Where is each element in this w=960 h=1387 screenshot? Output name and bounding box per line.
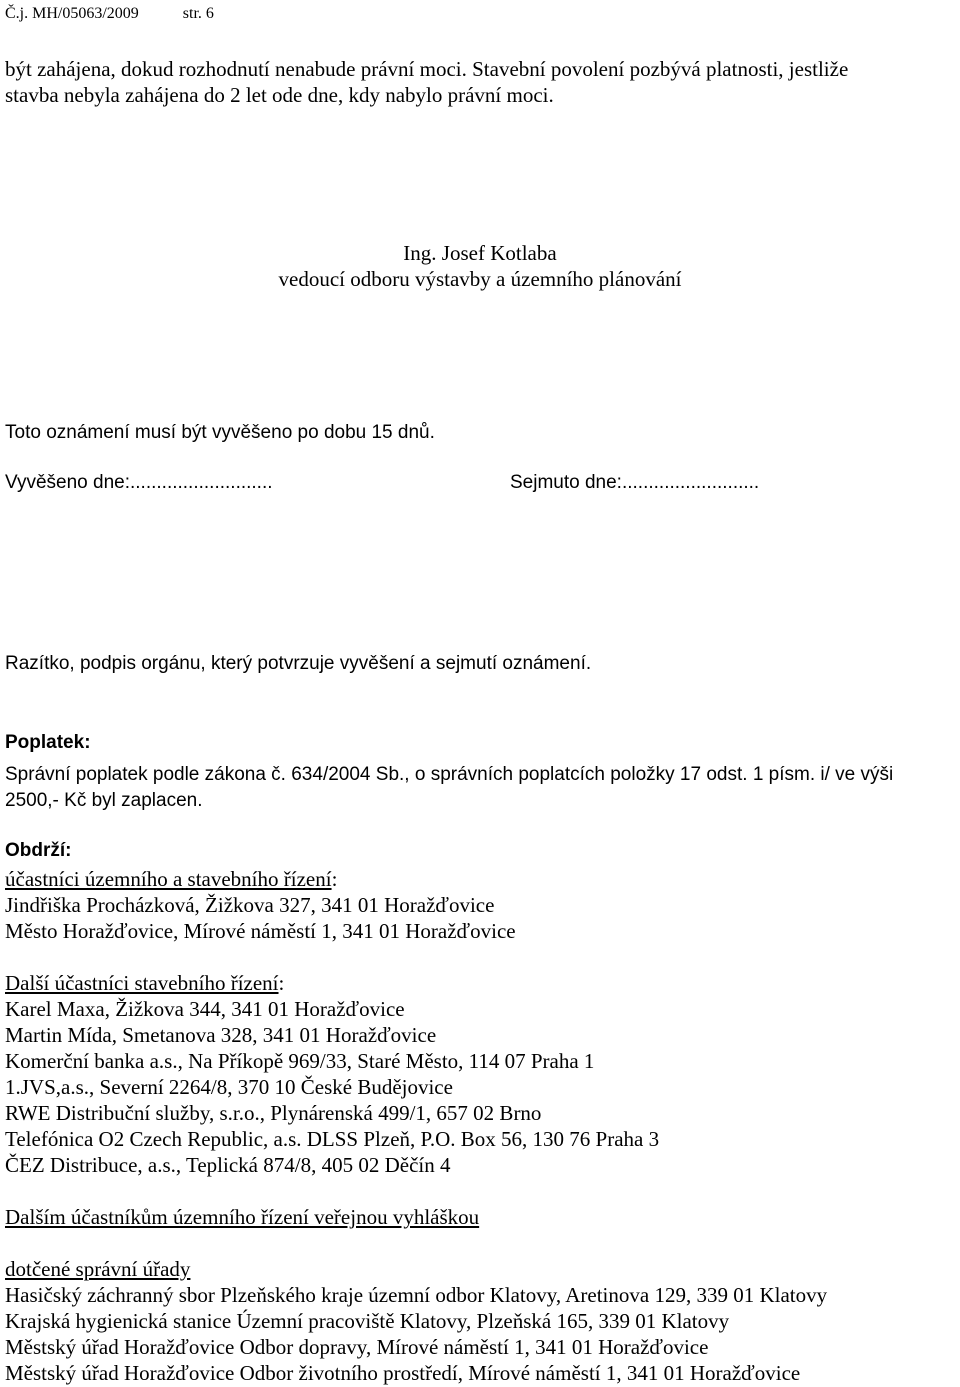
public-notice-line: Dalším účastníkům územního řízení veřejnou vyhláškou xyxy=(5,1205,480,1229)
recipients-group2 xyxy=(5,970,659,1178)
list-item: Jindřiška Procházková, Žižkova 327, 341 01 Horažďovice xyxy=(5,893,495,917)
list-item: Městský úřad Horažďovice Odbor životního prostředí, Mírové náměstí 1, 341 01 Horažďovice xyxy=(5,1361,801,1385)
list-item: RWE Distribuční služby, s.r.o., Plynárenská 499/1, 657 02 Brno xyxy=(5,1101,542,1125)
list-item: 1.JVS,a.s., Severní 2264/8, 370 10 České Budějovice xyxy=(5,1075,453,1099)
page-header xyxy=(5,4,214,24)
fee-line: 2500,- Kč byl zaplacen. xyxy=(5,790,203,811)
list-item: Karel Maxa, Žižkova 344, 341 01 Horažďovice xyxy=(5,997,405,1021)
list-item: Město Horažďovice, Mírové náměstí 1, 341 01 Horažďovice xyxy=(5,919,516,943)
list-item: Telefónica O2 Czech Republic, a.s. DLSS Plzeň, P.O. Box 56, 130 76 Praha 3 xyxy=(5,1127,660,1151)
intro-line: stavba nebyla zahájena do 2 let ode dne, kdy nabylo právní moci. xyxy=(5,83,554,107)
recipients-group1 xyxy=(5,866,516,944)
fee-heading: Poplatek: xyxy=(5,732,91,753)
stamp-note: Razítko, podpis orgánu, který potvrzuje vyvěšení a sejmutí oznámení. xyxy=(5,653,592,674)
signatory-role: vedoucí odboru výstavby a územního plánování xyxy=(278,267,682,291)
list-item: Městský úřad Horažďovice Odbor dopravy, Mírové náměstí 1, 341 01 Horažďovice xyxy=(5,1335,709,1359)
page-number: str. 6 xyxy=(182,5,214,22)
list-item: Hasičský záchranný sbor Plzeňského kraje územní odbor Klatovy, Aretinova 129, 339 01 Klatovy xyxy=(5,1283,828,1307)
list-item: Krajská hygienická stanice Územní pracoviště Klatovy, Plzeňská 165, 339 01 Klatovy xyxy=(5,1309,730,1333)
offices-group xyxy=(5,1256,827,1386)
group2-title: Další účastníci stavebního řízení: xyxy=(5,971,285,995)
signatory-name: Ing. Josef Kotlaba xyxy=(403,241,557,265)
group1-title: účastníci územního a stavebního řízení: xyxy=(5,867,338,891)
intro-line: být zahájena, dokud rozhodnutí nenabude právní moci. Stavební povolení pozbývá platnosti, jestliže xyxy=(5,57,849,81)
posted-date-field: Vyvěšeno dne:........................... xyxy=(5,472,273,493)
list-item: Komerční banka a.s., Na Příkopě 969/33, Staré Město, 114 07 Praha 1 xyxy=(5,1049,595,1073)
fee-line: Správní poplatek podle zákona č. 634/2004 Sb., o správních poplatcích položky 17 odst. 1 písm. i/ ve výši xyxy=(5,764,894,785)
recipients-heading: Obdrží: xyxy=(5,840,72,861)
list-item: ČEZ Distribuce, a.s., Teplická 874/8, 405 02 Děčín 4 xyxy=(5,1153,451,1177)
document-reference: Č.j. MH/05063/2009 xyxy=(5,5,139,22)
posting-notice: Toto oznámení musí být vyvěšeno po dobu 15 dnů. xyxy=(5,422,435,443)
intro-paragraph xyxy=(5,56,848,108)
offices-title: dotčené správní úřady xyxy=(5,1257,191,1281)
list-item: Martin Mída, Smetanova 328, 341 01 Horažďovice xyxy=(5,1023,437,1047)
fee-text xyxy=(5,762,893,814)
removed-date-field: Sejmuto dne:.......................... xyxy=(510,472,760,493)
